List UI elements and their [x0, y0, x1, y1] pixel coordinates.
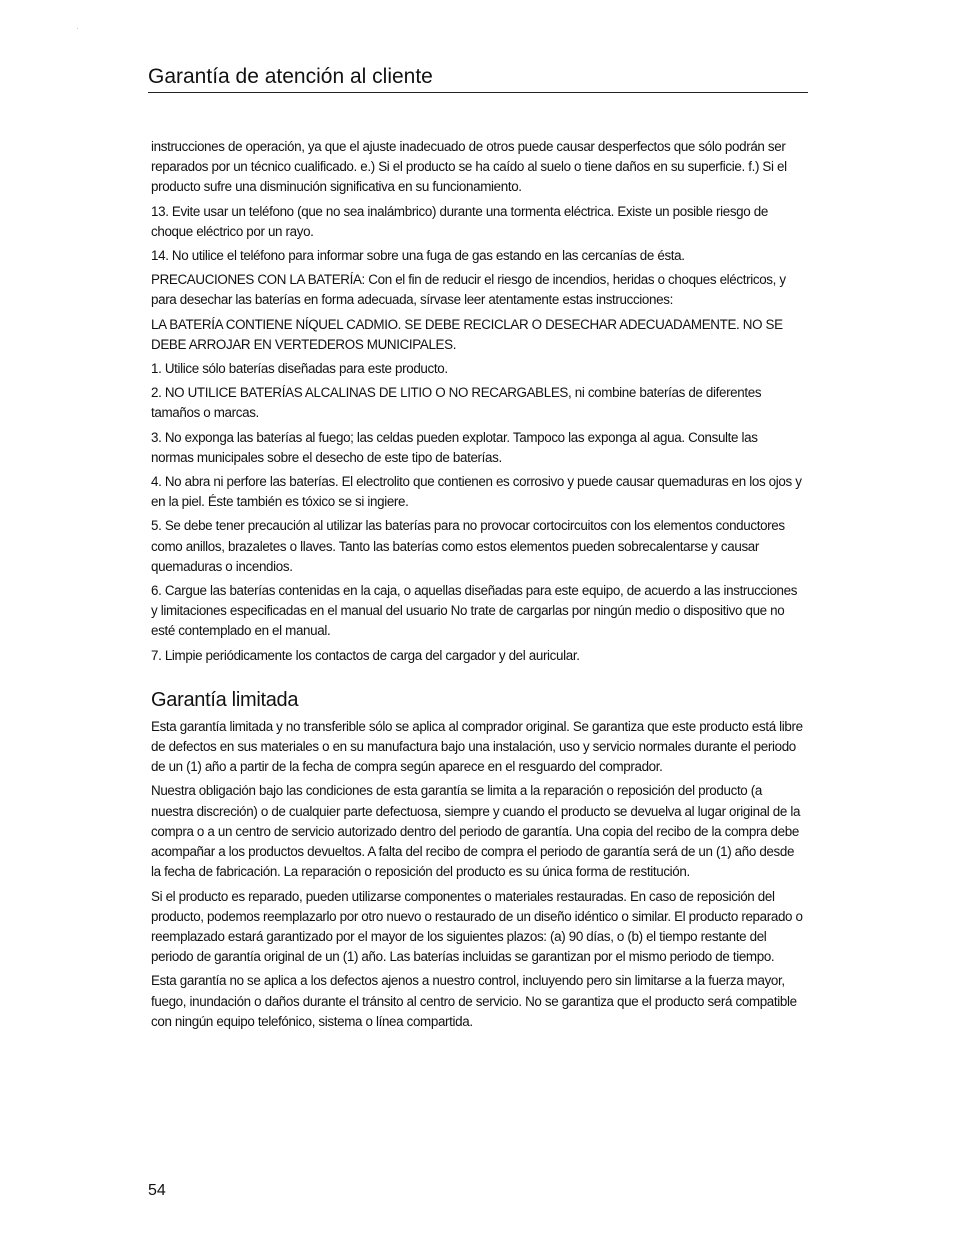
battery-item: 7. Limpie periódicamente los contactos de carga del cargador y del auricular. — [151, 647, 580, 663]
battery-warning: LA BATERÍA CONTIENE NÍQUEL CADMIO. SE DEBE RECICLAR O DESECHAR ADECUADAMENTE. NO SE DEBE ARROJAR EN VERTEDEROS MUNICIPALES. — [151, 316, 783, 352]
warranty-paragraph: Nuestra obligación bajo las condiciones de esta garantía se limita a la reparación o reposición del producto (a nuestra discreción) o de cualquier parte defectuosa, siempre y cuando el producto se devuelva al lugar original de la compra o a un centro de servicio autorizado dentro del periodo de garantía. Una copia del recibo de la compra debe acompañar a los productos devueltos. A falta del recibo de compra el periodo de garantía será de un (1) año desde la fecha de fabricación. La reparación o reposición del producto es su única forma de restitución. — [151, 783, 801, 880]
battery-item: 5. Se debe tener precaución al utilizar las baterías para no provocar cortocircuitos con los elementos conductores como anillos, brazaletes o llaves. Tanto las baterías como estos elementos pueden sobrecalentarse y causar quemaduras o incendios. — [151, 518, 785, 574]
battery-precautions-label: PRECAUCIONES CON LA BATERÍA: — [151, 272, 365, 288]
battery-precautions — [151, 270, 803, 310]
battery-precautions-intro: Con el fin de reducir el riesgo de incendios, heridas o choques eléctricos, y para desechar las baterías en forma adecuada, sírvase leer atentamente estas instrucciones: — [151, 272, 786, 308]
battery-item: 2. NO UTILICE BATERÍAS ALCALINAS DE LITIO O NO RECARGABLES, ni combine baterías de diferentes tamaños o marcas. — [151, 385, 762, 421]
page-title: Garantía de atención al cliente — [148, 65, 433, 88]
corner-mark — [77, 28, 78, 29]
page-number: 54 — [148, 1182, 166, 1199]
safety-continuation: instrucciones de operación, ya que el ajuste inadecuado de otros puede causar desperfectos que sólo podrán ser reparados por un técnico cualificado. e.) Si el producto se ha caído al suelo o tiene daños en su superficie. f.) Si el producto sufre una disminución significativa en su funcionamiento. — [151, 139, 787, 195]
battery-item: 1. Utilice sólo baterías diseñadas para este producto. — [151, 361, 448, 377]
battery-item: 6. Cargue las baterías contenidas en la caja, o aquellas diseñadas para este equipo, de acuerdo a las instrucciones y limitaciones especificadas en el manual del usuario No trate de cargarlas por ningún medio o dispositivo que no esté contemplado en el manual. — [151, 583, 798, 639]
warranty-paragraph: Esta garantía no se aplica a los defectos ajenos a nuestro control, incluyendo pero sin limitarse a la fuerza mayor, fuego, inundación o daños durante el tránsito al centro de servicio. No se garantiza que el producto será compatible con ningún equipo telefónico, sistema o línea compartida. — [151, 973, 797, 1029]
warranty-paragraph: Esta garantía limitada y no transferible sólo se aplica al comprador original. Se garantiza que este producto está libre de defectos en sus materiales o en su manufactura bajo una instalación, uso y servicio normales durante el periodo de un (1) año a partir de la fecha de compra según aparece en el resguardo del comprador. — [151, 718, 803, 775]
battery-item: 3. No exponga las baterías al fuego; las celdas pueden explotar. Tampoco las exponga al agua. Consulte las normas municipales sobre el desecho de este tipo de baterías. — [151, 429, 758, 465]
safety-item-14: 14. No utilice el teléfono para informar sobre una fuga de gas estando en las cercanías de ésta. — [151, 248, 685, 264]
battery-item: 4. No abra ni perfore las baterías. El electrolito que contienen es corrosivo y puede causar quemaduras en los ojos y en la piel. Éste también es tóxico se si ingiere. — [151, 474, 802, 510]
warranty-title: Garantía limitada — [151, 688, 299, 711]
warranty-paragraph: Si el producto es reparado, pueden utilizarse componentes o materiales restauradas. En caso de reposición del producto, podemos reemplazarlo por otro nuevo o restaurado de un diseño idéntico o similar. El producto reparado o reemplazado estará garantizado por el mayor de los siguientes plazos: (a) 90 días, o (b) el tiempo restante del periodo de garantía original de un (1) año. Las baterías incluidas se garantizan por el mismo periodo de tiempo. — [151, 888, 803, 965]
page-header — [148, 64, 808, 93]
page-content — [151, 137, 803, 1036]
safety-item-13: 13. Evite usar un teléfono (que no sea inalámbrico) durante una tormenta eléctrica. Existe un posible riesgo de choque eléctrico por un rayo. — [151, 203, 768, 239]
